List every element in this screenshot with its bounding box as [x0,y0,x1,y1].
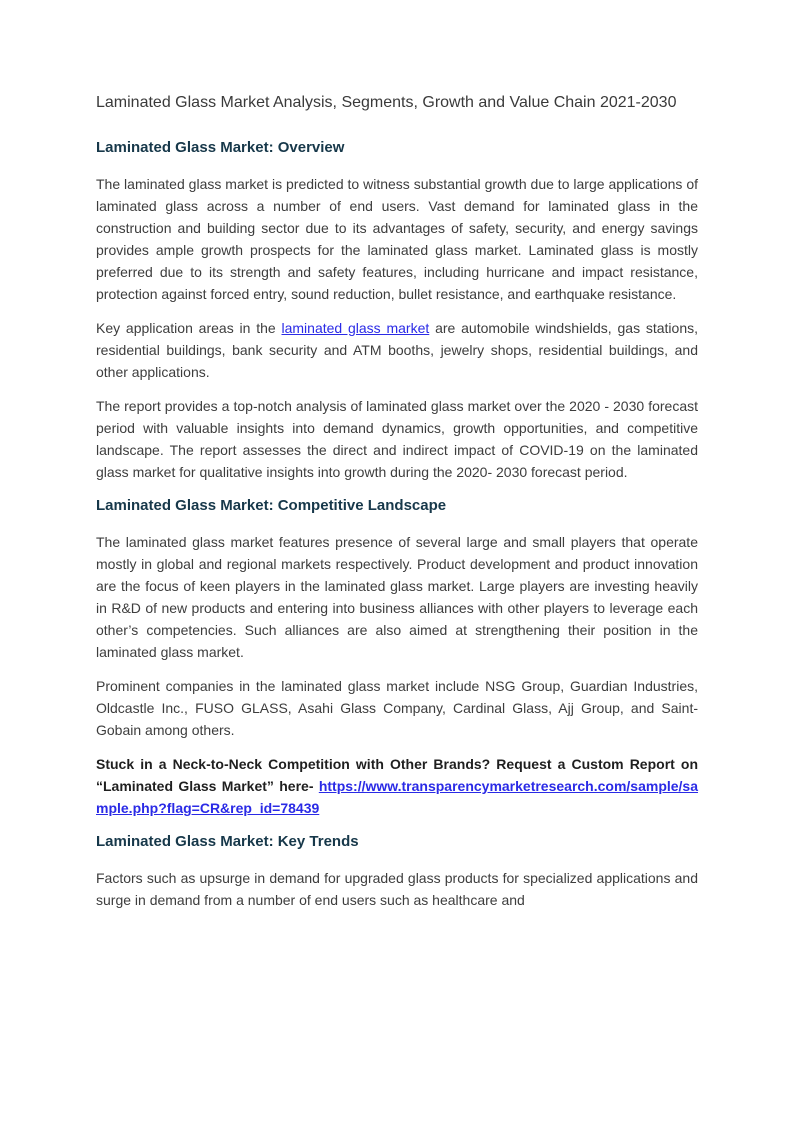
document-title: Laminated Glass Market Analysis, Segments, Growth and Value Chain 2021-2030 [96,94,677,111]
section-heading-overview: Laminated Glass Market: Overview [96,139,345,156]
custom-report-cta-paragraph [96,753,698,819]
overview-paragraph-3: The report provides a top-notch analysis of laminated glass market over the 2020 - 2030 forecast period with valuable insights into demand dynamics, growth opportunities, and competitive landscape. The report assesses the direct and indirect impact of COVID-19 on the laminated glass market for qualitative insights into growth during the 2020- 2030 forecast period. [96,398,698,480]
paragraph-text-before-link: Key application areas in the [96,320,282,336]
competitive-paragraph-2: Prominent companies in the laminated glass market include NSG Group, Guardian Industries, Oldcastle Inc., FUSO GLASS, Asahi Glass Company, Cardinal Glass, Ajj Group, and Saint-Gobain among others. [96,678,698,738]
section-heading-key-trends: Laminated Glass Market: Key Trends [96,833,359,850]
laminated-glass-market-link[interactable]: laminated glass market [281,320,430,336]
cta-text: Stuck in a Neck-to-Neck Competition with Other Brands? Request a Custom Report on “Laminated Glass Market” here- [96,756,698,794]
section-heading-competitive-landscape: Laminated Glass Market: Competitive Landscape [96,497,447,514]
trends-paragraph-1: Factors such as upsurge in demand for upgraded glass products for specialized applications and surge in demand from a number of end users such as healthcare and [96,870,698,908]
overview-paragraph-2 [96,317,698,383]
overview-paragraph-1: The laminated glass market is predicted to witness substantial growth due to large applications of laminated glass across a number of end users. Vast demand for laminated glass in the construction and building sector due to its advantages of safety, security, and energy savings provides ample growth prospects for the laminated glass market. Laminated glass is mostly preferred due to its strength and safety features, including hurricane and impact resistance, protection against forced entry, sound reduction, bullet resistance, and earthquake resistance. [96,176,698,302]
sample-report-url-link[interactable]: https://www.transparencymarketresearch.com/sample/sample.php?flag=CR&rep_id=78439 [96,778,699,816]
paragraph-text-after-link: are automobile windshields, gas stations, residential buildings, bank security and ATM booths, jewelry shops, residential buildings, and other applications. [96,320,699,380]
competitive-paragraph-1: The laminated glass market features presence of several large and small players that operate mostly in global and regional markets respectively. Product development and product innovation are the focus of keen players in the laminated glass market. Large players are investing heavily in R&D of new products and entering into business alliances with other players to leverage each other’s competencies. Such alliances are also aimed at strengthening their position in the laminated glass market. [96,534,698,660]
